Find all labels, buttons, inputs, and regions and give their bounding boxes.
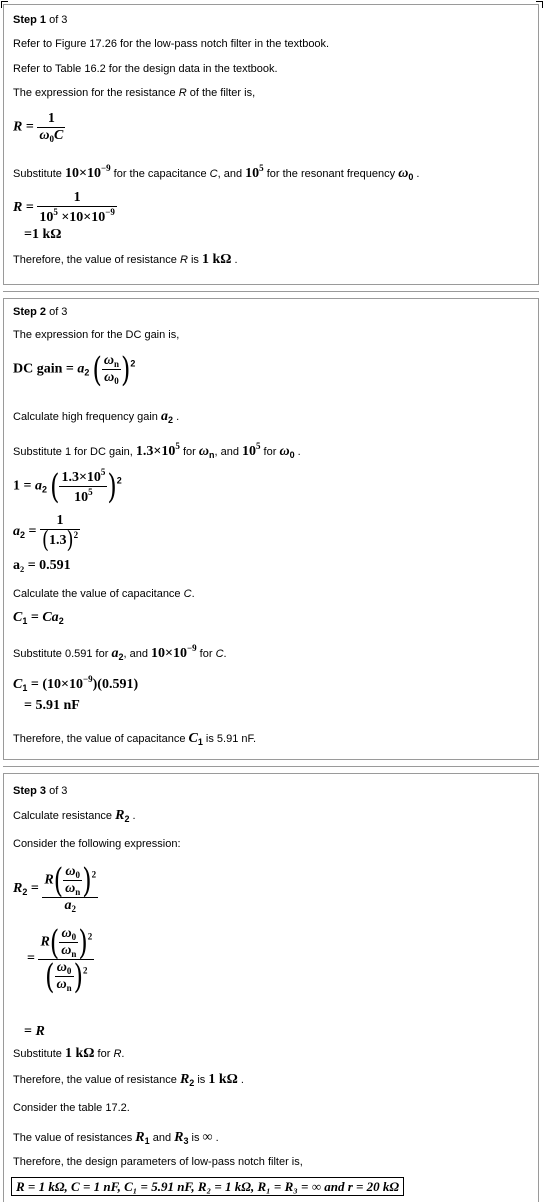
step-3-text: Calculate resistance $R_2$ . [13, 808, 136, 824]
step-3-card [3, 773, 539, 1202]
step-2-text: Substitute 0.591 for $a_2$, and $10\times 10^{-9}$ for C. [13, 643, 227, 662]
step-3-text: Consider the table 17.2. [13, 1102, 130, 1114]
equation-r2-result: = R [24, 1024, 45, 1039]
step-1-text: Substitute $10\times 10^{-9}$ for the capacitance C, and $10^5$ for the resonant frequency $\omega_0$ . [13, 163, 420, 182]
step-3-text: The value of resistances $R_1$ and $R_3$ is ∞ . [13, 1130, 219, 1146]
equation-gain-substituted: $1 = a_2$ ( $\frac{1.3\times 10^5}{10^5}$ )$^2$ [13, 466, 122, 507]
step-1-header: Step 1 of 3 [13, 14, 68, 26]
step-3-text: Consider the following expression: [13, 838, 181, 850]
step-2-header: Step 2 of 3 [13, 306, 68, 318]
equation-c1-substituted: $C_1 = (10\times 10^{-9})(0.591)$ [13, 674, 139, 693]
step-1-text: Refer to Table 16.2 for the design data in the textbook. [13, 63, 278, 75]
final-answer-box: R = 1 kΩ, C = 1 nF, C₁ = 5.91 nF, R₂ = 1 kΩ, R₁ = R₃ = ∞ and r = 20 kΩ [11, 1179, 404, 1195]
step-2-text: Calculate the value of capacitance C. [13, 588, 195, 600]
equation-c1-result: = 5.91 nF [24, 698, 80, 713]
step-1-text: The expression for the resistance R of the filter is, [13, 87, 256, 99]
step-1-text: Refer to Figure 17.26 for the low-pass notch filter in the textbook. [13, 38, 330, 50]
equation-dc-gain: DC gain = $a_2$ ( $\frac{\omega_n}{\omega_0}$ )$^2$ [13, 349, 136, 390]
step-3-text: Therefore, the design parameters of low-pass notch filter is, [13, 1156, 303, 1168]
equation-r: R = $\frac{1}{\omega_0C}$ [13, 111, 64, 144]
equation-c1: $C_1 = Ca_2$ [13, 610, 64, 626]
step-3-text: Substitute 1 kΩ for R. [13, 1046, 125, 1061]
step-divider [3, 291, 539, 292]
equation-a2: $a_2$ = $\frac{1}{(1.3)^2}$ [13, 513, 79, 555]
step-1-card [3, 4, 539, 285]
equation-a2-result: a₂ = 0.591 [13, 558, 71, 573]
equation-r-result: =1 kΩ [24, 227, 62, 242]
step-2-text: The expression for the DC gain is, [13, 329, 180, 341]
step-divider [3, 766, 539, 767]
step-2-text: Substitute 1 for DC gain, $1.3\times 10^5$ for $\omega_n$, and $10^5$ for $\omega_0$ . [13, 441, 301, 460]
step-3-header: Step 3 of 3 [13, 785, 68, 797]
equation-r2-expanded: = R( $\frac{\omega_0}{\omega_n}$ )$^2$ ( $\frac{\omega_0}{\omega_n}$ )$^2$ [27, 922, 93, 997]
step-2-card [3, 298, 539, 760]
step-2-conclusion: Therefore, the value of capacitance $C_1$ is 5.91 nF. [13, 731, 257, 747]
step-2-text: Calculate high frequency gain $a_2$ . [13, 409, 180, 425]
equation-r-substituted: R = $\frac{1}{10^5 \times 10\times 10^{-9}}$ [13, 190, 115, 225]
step-3-text: Therefore, the value of resistance $R_2$ is 1 kΩ . [13, 1072, 244, 1088]
equation-r2: $R_2$ = R( $\frac{\omega_0}{\omega_n}$ )$^2$ $a_2$ [13, 860, 97, 914]
step-1-conclusion: Therefore, the value of resistance R is 1 kΩ . [13, 252, 238, 267]
